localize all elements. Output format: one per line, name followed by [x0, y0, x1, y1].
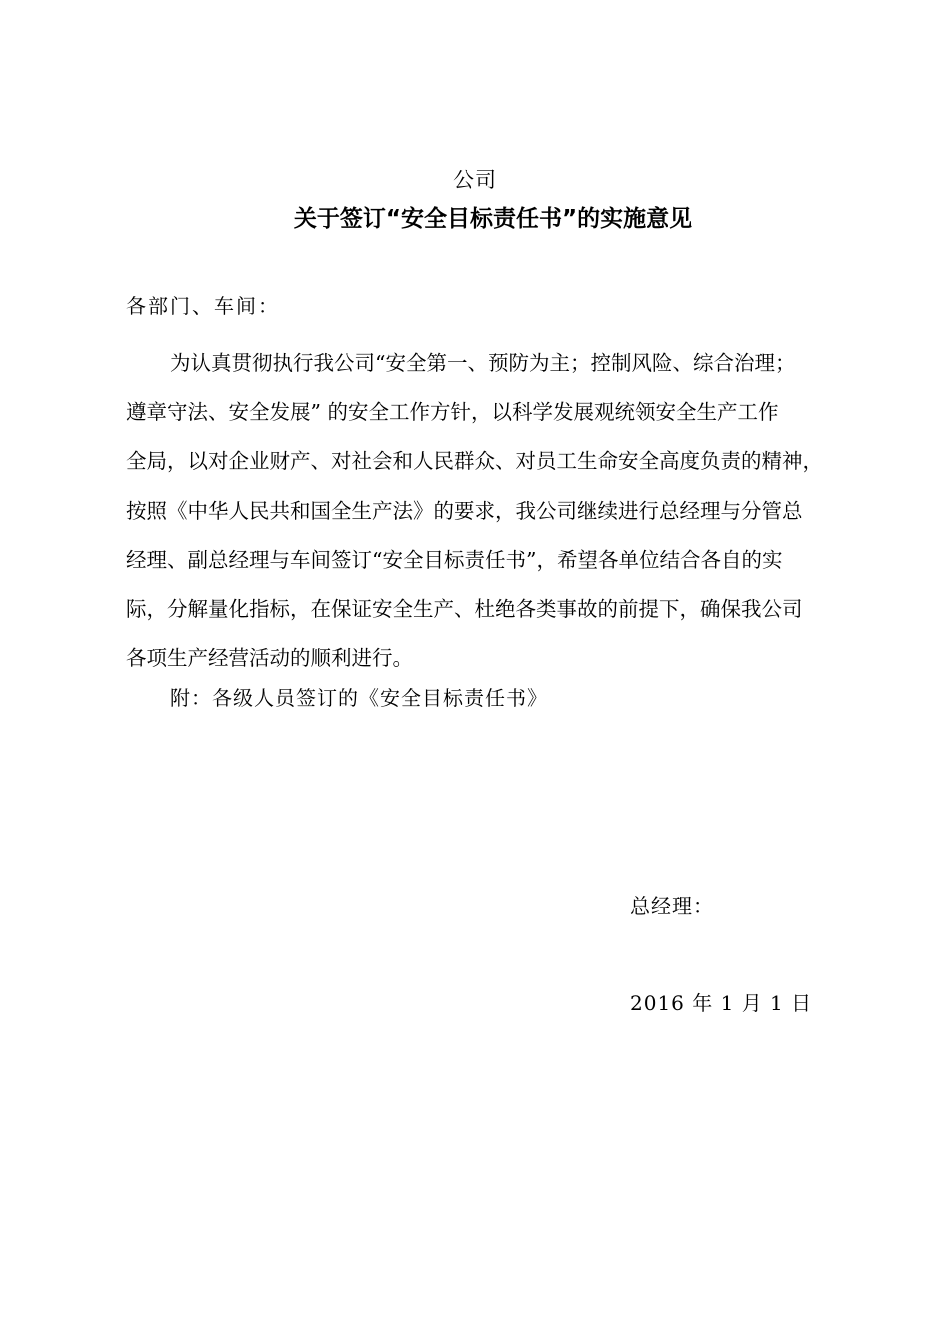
signer-label: 总经理：: [630, 894, 714, 918]
body-line: 按照《中华人民共和国全生产法》的要求，我公司继续进行总经理与分管总: [126, 498, 803, 523]
body-line: 全局，以对企业财产、对社会和人民群众、对员工生命安全高度负责的精神，: [126, 449, 823, 474]
body-line: 遵章守法、安全发展” 的安全工作方针，以科学发展观统领安全生产工作: [126, 400, 779, 425]
salutation: 各部门、车间：: [126, 294, 280, 318]
body-line: 际，分解量化指标，在保证安全生产、杜绝各类事故的前提下，确保我公司: [126, 597, 803, 622]
document-title: 关于签订“安全目标责任书”的实施意见: [293, 206, 693, 232]
body-line: 为认真贯彻执行我公司“安全第一、预防为主；控制风险、综合治理；: [170, 351, 796, 375]
body-line: 经理、副总经理与车间签订“安全目标责任书”，希望各单位结合各自的实: [126, 547, 783, 572]
document-date: 2016 年 1 月 1 日: [630, 991, 813, 1015]
company-name: 公司: [453, 168, 497, 192]
body-line: 各项生产经营活动的顺利进行。: [126, 646, 413, 671]
body-paragraph: [126, 339, 864, 683]
attachment-note: 附：各级人员签订的《安全目标责任书》: [170, 686, 548, 710]
